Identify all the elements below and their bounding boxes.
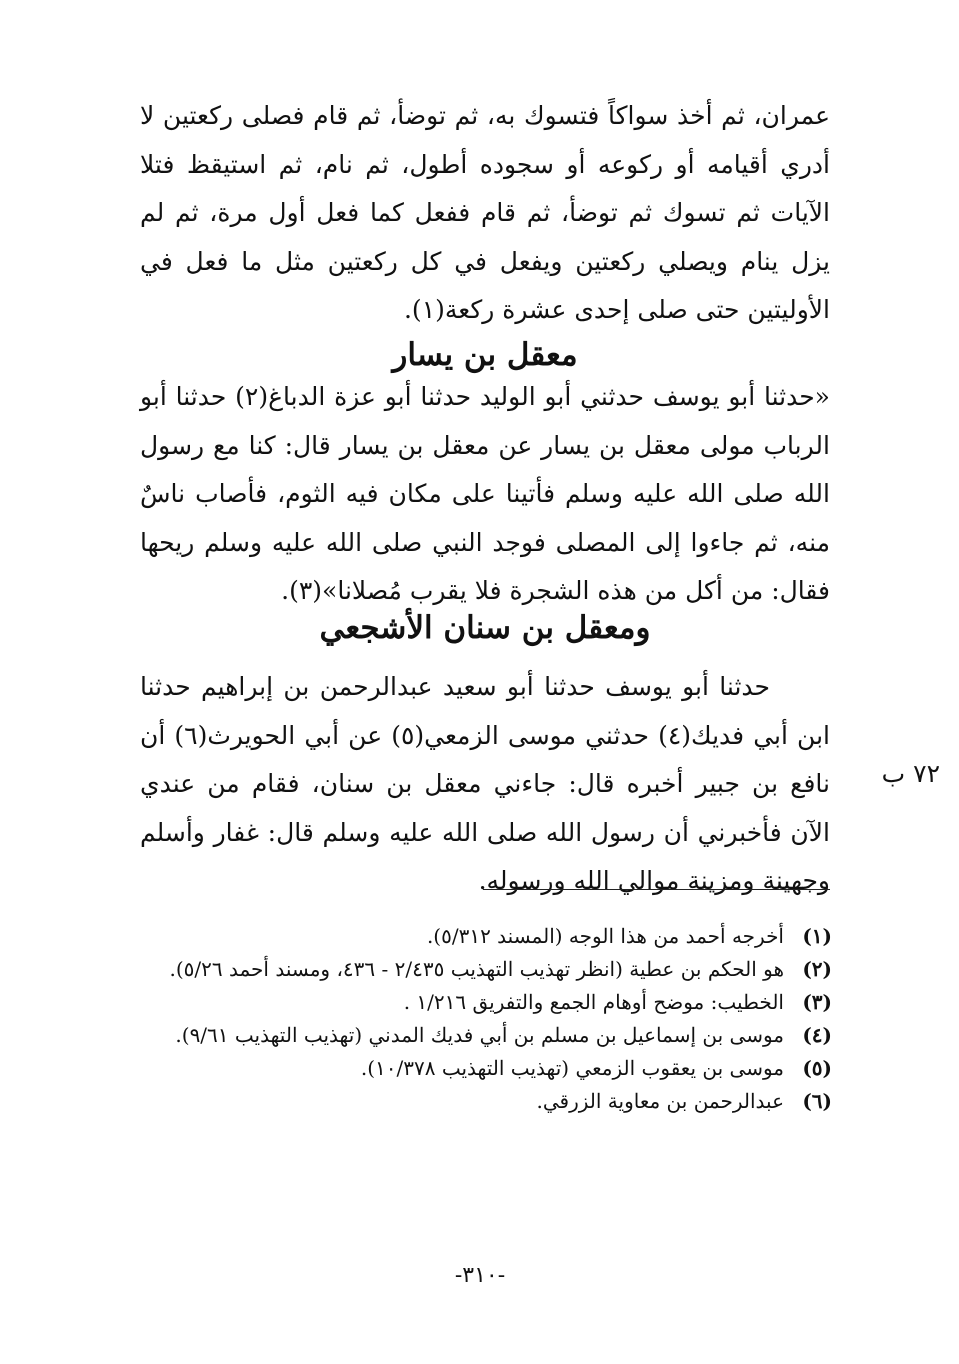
body-paragraph-1: عمران، ثم أخذ سواكاً فتسوك به، ثم توضأ، ثم قام فصلى ركعتين لا أدري أقيامه أو ركوعه أو سجوده أطول، ثم نام، ثم استيقظ فتلا الآيات ثم تسوك ثم توضأ، ثم قام ففعل كما فعل أول مرة، ثم لم يزل ينام ويصلي ركعتين ويفعل في كل ركعتين مثل ما فعل في الأوليتين حتى صلى إحدى عشرة ركعة(١). [140,101,830,324]
footnote-text: أخرجه أحمد من هذا الوجه (المسند ٥/٣١٢). [426,924,784,948]
footnote-text: عبدالرحمن بن معاوية الزرقي. [536,1089,784,1113]
footnote-number: (٥) [802,1056,832,1080]
margin-folio-note: ٧٢ ب [881,759,940,788]
footnote-text: الخطيب: موضح أوهام الجمع والتفريق ١/٢١٦ . [403,990,784,1014]
footnote-text: هو الحكم بن عطية (انظر تهذيب التهذيب ٢/٤٣٥ - ٤٣٦، ومسند أحمد ٥/٢٦). [169,957,784,981]
section-heading-maqil-ibn-yasar: معقل بن يسار [392,337,578,373]
footnotes-list [120,920,832,1118]
footnote-divider [483,889,830,890]
footnote-item [120,1052,832,1085]
body-paragraph-2: «حدثنا أبو يوسف حدثني أبو الوليد حدثنا أبو عزة الدباغ(٢) حدثنا أبو الرباب مولى معقل بن يسار عن معقل بن يسار قال: كنا مع رسول الله صلى الله عليه وسلم فأتينا على مكان فيه الثوم، فأصاب ناسٌ منه، ثم جاءوا إلى المصلى فوجد النبي صلى الله عليه وسلم ريحها فقال: من أكل من هذه الشجرة فلا يقرب مُصلانا»(٣). [140,382,830,605]
footnote-item [120,953,832,986]
footnote-text: موسى بن إسماعيل بن مسلم بن أبي فديك المدني (تهذيب التهذيب ٩/٦١). [175,1023,784,1047]
footnote-text: موسى بن يعقوب الزمعي (تهذيب التهذيب ١٠/٣٧٨). [360,1056,784,1080]
footnote-number: (٤) [802,1023,832,1047]
section-heading-maqil-ibn-sinan: ومعقل بن سنان الأشجعي [319,610,651,646]
footnote-number: (٦) [802,1089,832,1113]
footnote-number: (٢) [802,957,832,981]
page-number: -٣١٠- [454,1263,506,1288]
footnote-item [120,920,832,953]
footnote-item [120,1019,832,1052]
footnote-number: (١) [802,924,832,948]
footnote-item [120,986,832,1019]
footnote-number: (٣) [802,990,832,1014]
footnote-item [120,1085,832,1118]
body-paragraph-3: حدثنا أبو يوسف حدثنا أبو سعيد عبدالرحمن بن إبراهيم حدثنا ابن أبي فديك(٤) حدثني موسى الزمعي(٥) عن أبي الحويرث(٦) أن نافع بن جبير أخبره قال: جاءني معقل بن سنان، فقام من عندي الآن فأخبرني أن رسول الله صلى الله عليه وسلم قال: غفار وأسلم وجهينة ومزينة موالي الله ورسوله. [140,672,830,895]
